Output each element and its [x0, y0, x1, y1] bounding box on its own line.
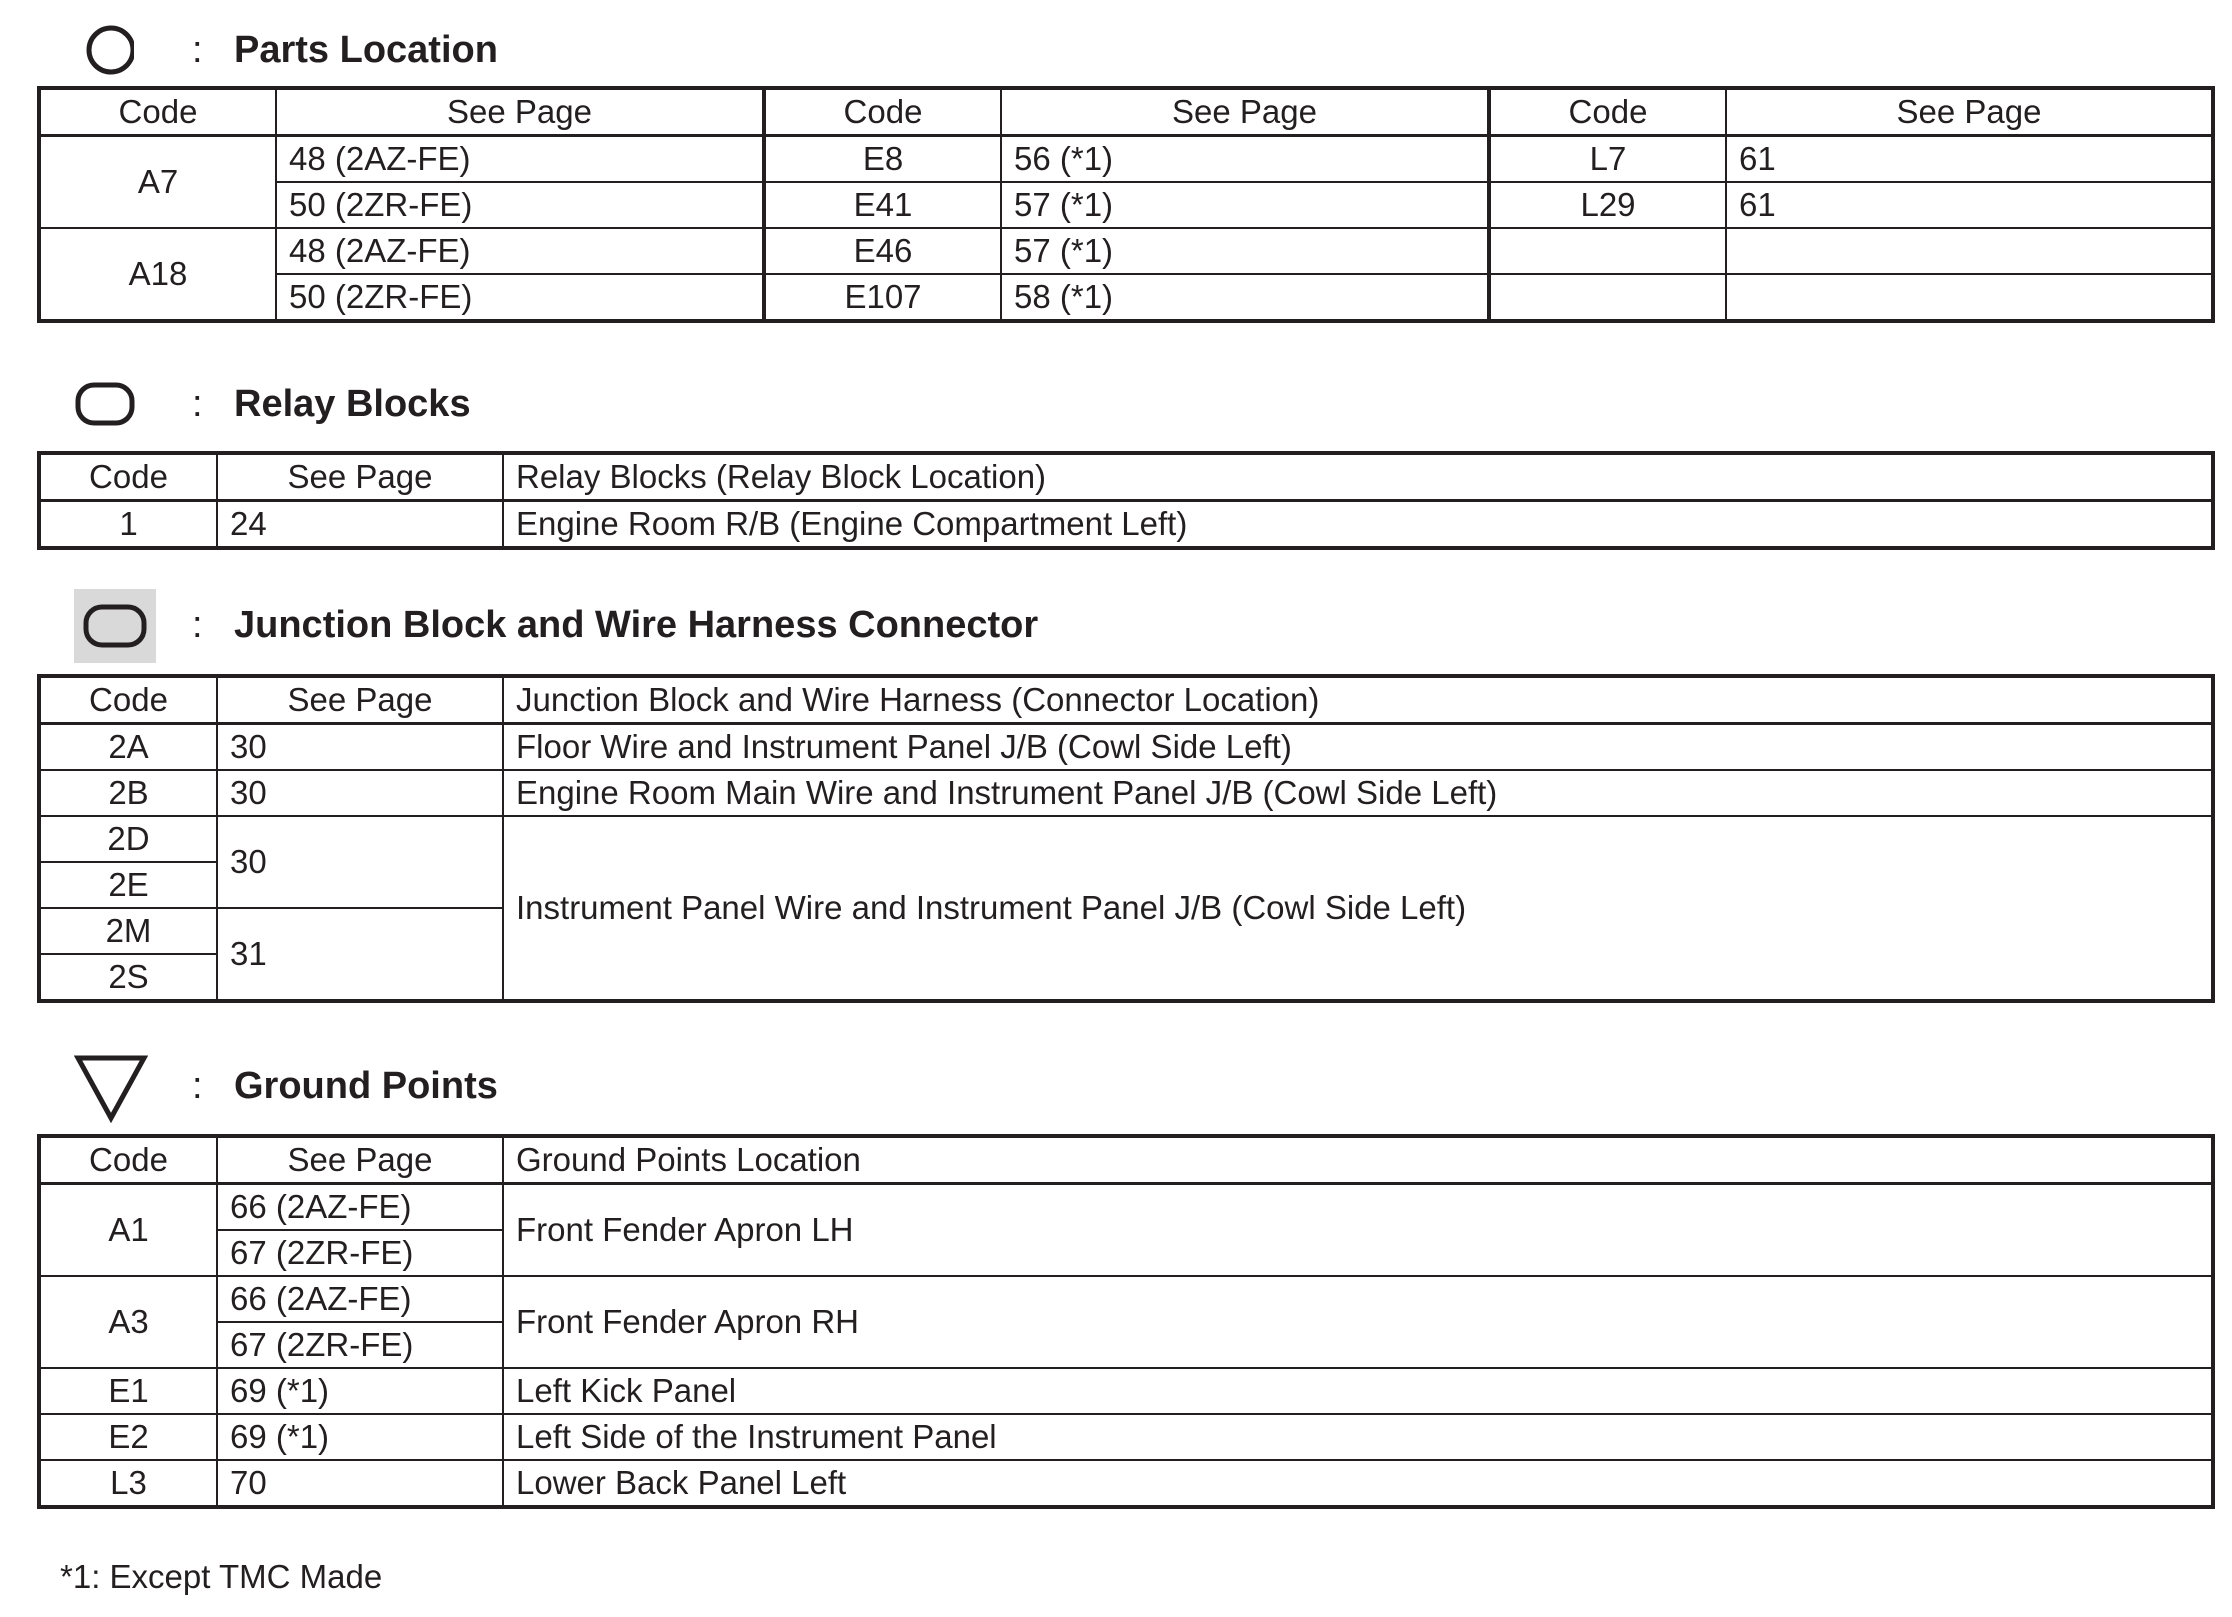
code-cell: L7 [1489, 136, 1726, 183]
heading-colon: : [192, 604, 203, 646]
column-header-see-page: See Page [1001, 88, 1489, 136]
page-cell: 66 (2AZ-FE) [217, 1184, 503, 1231]
code-cell: 2S [39, 954, 217, 1001]
section-title-ground-points: Ground Points [234, 1065, 498, 1107]
rounded-rectangle-icon [74, 368, 138, 440]
table-row [39, 816, 2213, 862]
down-triangle-icon [74, 1052, 148, 1124]
description-cell: Instrument Panel Wire and Instrument Panel J/B (Cowl Side Left) [503, 816, 2213, 1001]
code-cell: A18 [39, 228, 276, 321]
table-row [39, 501, 2213, 549]
ground-points-heading [74, 1050, 574, 1122]
section-title-parts-location: Parts Location [234, 29, 498, 71]
page-cell: 67 (2ZR-FE) [217, 1322, 503, 1368]
page-cell: 70 [217, 1460, 503, 1507]
table-header-row [39, 1136, 2213, 1184]
page-cell: 50 (2ZR-FE) [276, 182, 764, 228]
page-cell [1726, 228, 2213, 274]
table-row [39, 1276, 2213, 1322]
table-row [39, 1368, 2213, 1414]
column-header-code: Code [39, 88, 276, 136]
section-title-junction-block: Junction Block and Wire Harness Connector [234, 604, 1039, 646]
page-cell: 57 (*1) [1001, 182, 1489, 228]
table-row [39, 770, 2213, 816]
page-cell: 30 [217, 816, 503, 908]
table-header-row [39, 453, 2213, 501]
code-cell: A3 [39, 1276, 217, 1368]
column-header-see-page: See Page [217, 453, 503, 501]
circle-icon [74, 14, 134, 86]
table-row [39, 1460, 2213, 1507]
page-cell: 31 [217, 908, 503, 1001]
relay-blocks-table [37, 451, 2215, 550]
relay-blocks-heading [74, 368, 574, 440]
heading-colon: : [192, 29, 203, 71]
page-cell: 24 [217, 501, 503, 549]
description-cell: Floor Wire and Instrument Panel J/B (Cowl Side Left) [503, 724, 2213, 771]
page-cell: 58 (*1) [1001, 274, 1489, 321]
footnote: *1: Except TMC Made [60, 1558, 383, 1595]
code-cell: L29 [1489, 182, 1726, 228]
heading-colon: : [192, 1065, 203, 1107]
column-header-code: Code [764, 88, 1001, 136]
table-row [39, 228, 2213, 274]
page-cell: 61 [1726, 182, 2213, 228]
parts-location-table [37, 86, 2215, 323]
code-cell: 1 [39, 501, 217, 549]
code-cell: L3 [39, 1460, 217, 1507]
code-cell: E46 [764, 228, 1001, 274]
column-header-code: Code [39, 453, 217, 501]
heading-colon: : [192, 383, 203, 425]
column-header-code: Code [39, 1136, 217, 1184]
description-cell: Engine Room R/B (Engine Compartment Left) [503, 501, 2213, 549]
page-cell: 57 (*1) [1001, 228, 1489, 274]
table-row [39, 274, 2213, 321]
column-header-see-page: See Page [276, 88, 764, 136]
column-header-code: Code [39, 676, 217, 724]
page-cell: 69 (*1) [217, 1368, 503, 1414]
page-cell: 61 [1726, 136, 2213, 183]
page-cell: 69 (*1) [217, 1414, 503, 1460]
column-header-description: Junction Block and Wire Harness (Connector Location) [503, 676, 2213, 724]
column-header-see-page: See Page [217, 676, 503, 724]
shaded-rounded-rectangle-icon [74, 589, 156, 663]
page-cell: 66 (2AZ-FE) [217, 1276, 503, 1322]
description-cell: Front Fender Apron RH [503, 1276, 2213, 1368]
code-cell: A1 [39, 1184, 217, 1277]
table-row [39, 182, 2213, 228]
description-cell: Engine Room Main Wire and Instrument Panel J/B (Cowl Side Left) [503, 770, 2213, 816]
table-header-row [39, 676, 2213, 724]
ground-points-table [37, 1134, 2215, 1509]
code-cell: 2D [39, 816, 217, 862]
junction-block-heading [74, 589, 1174, 661]
table-row [39, 724, 2213, 771]
page-cell: 48 (2AZ-FE) [276, 228, 764, 274]
code-cell [1489, 228, 1726, 274]
page-cell: 50 (2ZR-FE) [276, 274, 764, 321]
description-cell: Front Fender Apron LH [503, 1184, 2213, 1277]
description-cell: Lower Back Panel Left [503, 1460, 2213, 1507]
code-cell: 2E [39, 862, 217, 908]
code-cell: E2 [39, 1414, 217, 1460]
column-header-code: Code [1489, 88, 1726, 136]
code-cell: E1 [39, 1368, 217, 1414]
code-cell: E107 [764, 274, 1001, 321]
code-cell: E41 [764, 182, 1001, 228]
column-header-description: Relay Blocks (Relay Block Location) [503, 453, 2213, 501]
junction-block-table [37, 674, 2215, 1003]
table-header-row [39, 88, 2213, 136]
description-cell: Left Kick Panel [503, 1368, 2213, 1414]
table-row [39, 136, 2213, 183]
page-cell [1726, 274, 2213, 321]
parts-location-heading [74, 14, 574, 86]
page-cell: 30 [217, 770, 503, 816]
page-cell: 30 [217, 724, 503, 771]
table-row [39, 1184, 2213, 1231]
code-cell: E8 [764, 136, 1001, 183]
code-cell [1489, 274, 1726, 321]
page-cell: 56 (*1) [1001, 136, 1489, 183]
column-header-see-page: See Page [217, 1136, 503, 1184]
code-cell: 2M [39, 908, 217, 954]
column-header-description: Ground Points Location [503, 1136, 2213, 1184]
code-cell: A7 [39, 136, 276, 229]
description-cell: Left Side of the Instrument Panel [503, 1414, 2213, 1460]
page-cell: 48 (2AZ-FE) [276, 136, 764, 183]
code-cell: 2A [39, 724, 217, 771]
column-header-see-page: See Page [1726, 88, 2213, 136]
table-row [39, 1414, 2213, 1460]
page-cell: 67 (2ZR-FE) [217, 1230, 503, 1276]
code-cell: 2B [39, 770, 217, 816]
section-title-relay-blocks: Relay Blocks [234, 383, 471, 425]
